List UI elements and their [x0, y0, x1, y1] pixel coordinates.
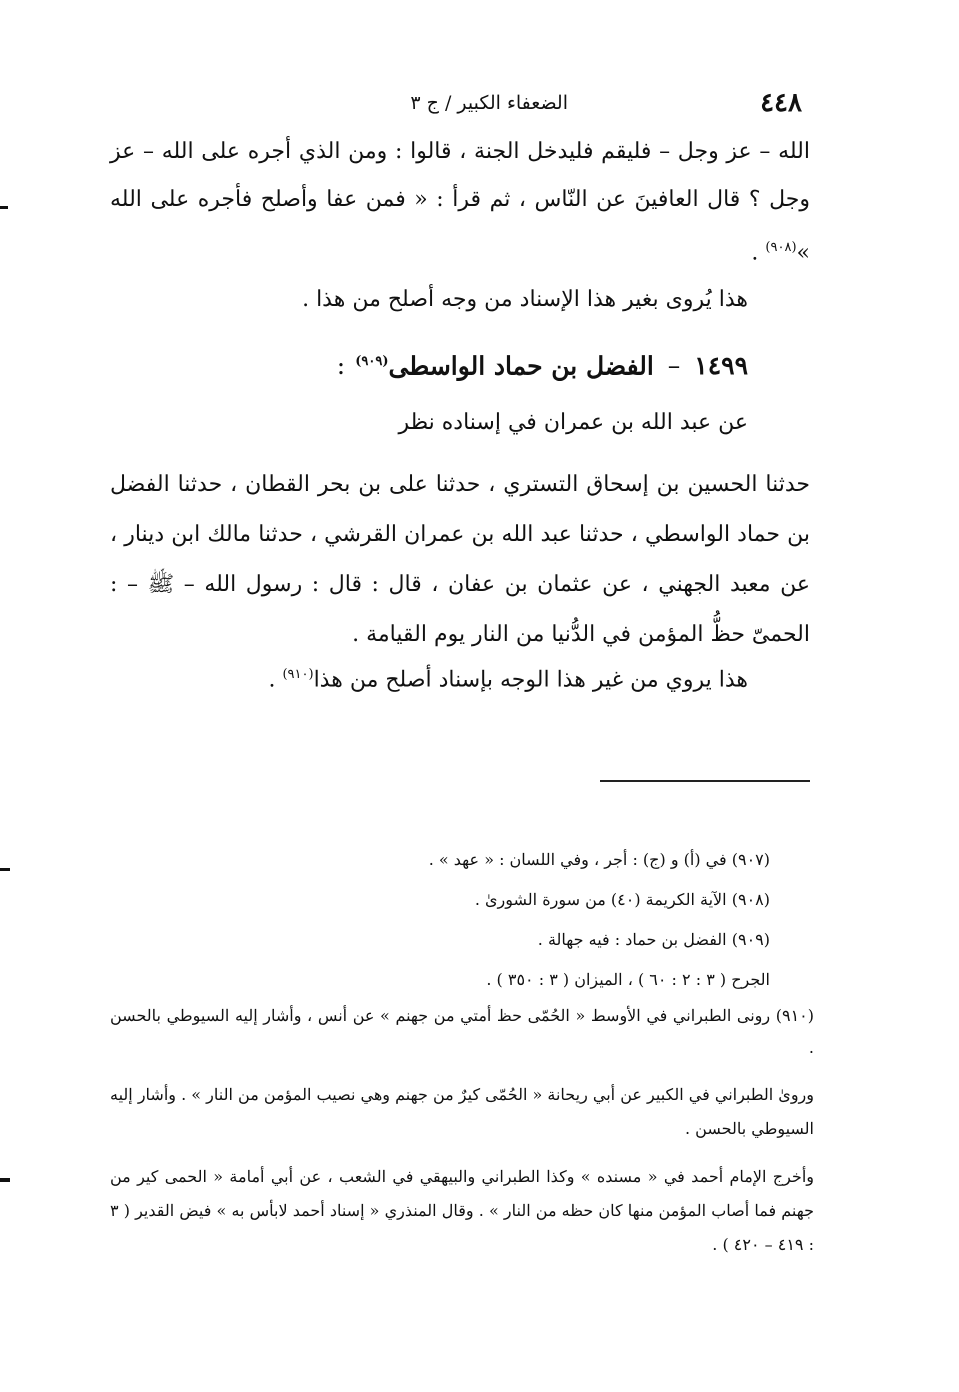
- footnote-ref: (٩٠٨): [765, 240, 797, 255]
- entry-heading: [110, 340, 810, 388]
- page-number: ٤٤٨: [760, 88, 802, 118]
- entry-note-end: .: [268, 667, 283, 693]
- hadith-paragraph: [110, 460, 810, 660]
- footnote-ref: (٩٠٩): [355, 354, 389, 369]
- footnote-910-continuation: وروىٰ الطبراني في الكبير عن أبي ريحانة « الحُمّى كيرٌ من جهنم وهي نصيب المؤمن من النار » . وأشار إليه السيوطي بالحسن .: [110, 1085, 814, 1138]
- paragraph-end: .: [751, 240, 766, 266]
- footnote-marker: (٩٠٨): [731, 890, 770, 909]
- author-note: هذا يُروى بغير هذا الإسناد من وجه أصلح من هذا .: [302, 287, 748, 312]
- footnote-text: الآية الكريمة (٤٠) من سورة الشورىٰ .: [474, 890, 727, 909]
- footnote-separator: [600, 780, 810, 782]
- footnote-marker: (٩١٠): [775, 1006, 814, 1025]
- footnote-text: الجرح ( ٣ : ٢ : ٦٠ ) ، الميزان ( ٣ : ٣٥٠ ) .: [486, 970, 770, 989]
- footnote-text: في (أ) و (ج) : أجر ، وفي اللسان : « عهد » .: [428, 850, 727, 869]
- footnote-text: رونى الطبراني في الأوسط « الحُمّى حظ أمتي من جهنم » عن أنس ، وأشار إليه السيوطي بالحسن .: [110, 1006, 814, 1057]
- footnotes: [110, 840, 814, 1262]
- hadith-text: حدثنا الحسين بن إسحاق التستري ، حدثنا على بن بحر القطان ، حدثنا الفضل بن حماد الواسطي ، حدثنا عبد الله بن عمران القرشي ، حدثنا مالك ابن دينار ، عن معبد الجهني ، عن عثمان بن عفان ، قال : قال : رسول الله – ﷺ – : الحمىّ حظُّ المؤمن في الدُّنيا من النار يوم القيامة .: [110, 472, 810, 647]
- footnote-text: الفضل بن حماد : فيه جهالة .: [537, 930, 727, 949]
- footnote-910-continuation: وأخرج الإمام أحمد في « مسنده » وكذا الطبراني والبيهقي في الشعب ، عن أبي أمامة « الحمى كير من جهنم فما أصاب المؤمن منها كان حظه من النار » . وقال المنذري « إسناد أحمد لابأس به » فيض القدير ( ٣ : ٤١٩ – ٤٢٠ ) .: [110, 1167, 814, 1254]
- entry-opinion: عن عبد الله بن عمران في إسناده نظر: [398, 410, 748, 435]
- footnote-909: [110, 920, 814, 960]
- footnote-marker: (٩٠٧): [731, 850, 770, 869]
- footnote-marker: (٩٠٩): [731, 930, 770, 949]
- entry-colon: :: [336, 351, 346, 381]
- running-header: [360, 88, 810, 124]
- entry-note: [110, 654, 810, 701]
- footnote-909-sources: [110, 960, 814, 1000]
- footnote-ref: (٩١٠): [282, 667, 314, 682]
- scan-mark: [0, 868, 10, 871]
- entry-dash: –: [667, 351, 681, 381]
- footnote-908: [110, 880, 814, 920]
- entry-number: ١٤٩٩: [694, 351, 748, 381]
- entry-name: الفضل بن حماد الواسطى: [388, 351, 654, 381]
- paragraph-text: الله – عز وجل – فليقم فليدخل الجنة ، قالوا : ومن الذي أجره على الله – عز وجل ؟ قال العافينَ عن النّاس ، ثم قرأ : « فمن عفا وأصلح فأجره على الله »: [110, 139, 810, 266]
- footnote-910: [110, 1000, 814, 1064]
- running-title: الضعفاء الكبير / ج ٣: [410, 92, 568, 114]
- footnote-907: [110, 840, 814, 880]
- entry-note-text: هذا يروي من غير هذا الوجه بإسناد أصلح من هذا: [313, 667, 748, 693]
- scan-mark: [0, 206, 8, 209]
- continued-paragraph: [110, 128, 810, 277]
- scan-mark: [0, 1178, 10, 1182]
